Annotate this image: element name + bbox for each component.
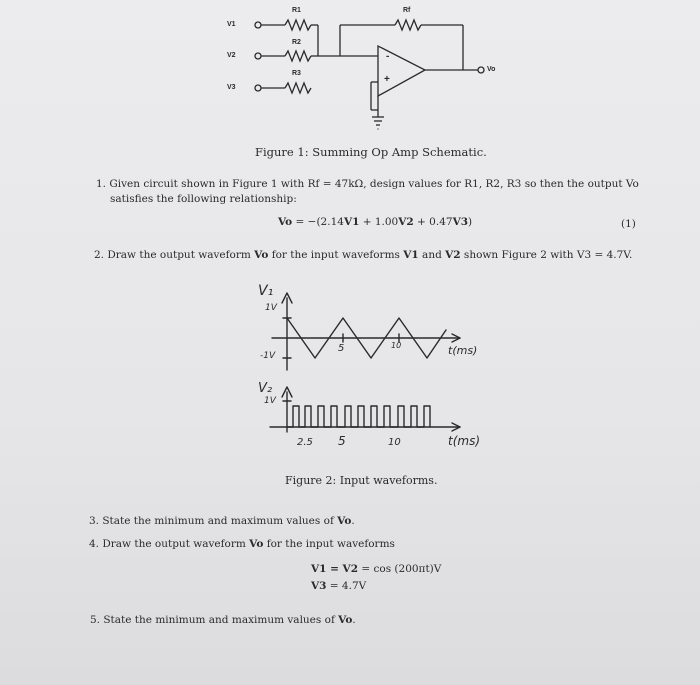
q5-pre: 5. State the minimum and maximum values of xyxy=(90,614,339,626)
vo-label: Vo xyxy=(487,66,496,73)
figure2-caption: Figure 2: Input waveforms. xyxy=(285,474,438,487)
v1-waveform-label: V₁ xyxy=(258,283,274,299)
equation-2-line-1 xyxy=(311,563,441,575)
eq2-v3-value: = 4.7V xyxy=(326,580,367,592)
opamp-plus-label: + xyxy=(384,74,390,85)
eq1-v1: V1 xyxy=(343,216,360,228)
eq1-vo: Vo xyxy=(278,216,293,228)
q2-v2: V2 xyxy=(445,249,461,261)
eq1-part1: = −(2.14 xyxy=(292,216,344,228)
v2-tick-10: 10 xyxy=(388,437,401,448)
v1-tick-5: 5 xyxy=(338,343,345,354)
q2-pre: 2. Draw the output waveform xyxy=(94,249,255,261)
eq1-v2: V2 xyxy=(398,216,414,228)
q4-post: for the input waveforms xyxy=(263,538,395,550)
opamp-minus-label: - xyxy=(386,51,390,62)
v2-waveform-label: V₂ xyxy=(258,381,273,396)
v3-label: V3 xyxy=(227,84,236,91)
r1-label: R1 xyxy=(292,7,301,14)
q3-pre: 3. State the minimum and maximum values of xyxy=(89,515,338,527)
r2-label: R2 xyxy=(292,39,301,46)
v2-tick-5: 5 xyxy=(338,434,346,448)
v1-amplitude-top: 1V xyxy=(265,303,277,313)
v1-tick-10: 10 xyxy=(391,341,402,350)
v1-label: V1 xyxy=(227,21,236,28)
q5-vo: Vo xyxy=(338,614,353,626)
v2-amplitude-top: 1V xyxy=(264,396,276,406)
question-3 xyxy=(89,515,355,527)
eq1-part2: + 1.00 xyxy=(359,216,399,228)
q3-vo: Vo xyxy=(337,515,352,527)
q2-mid: for the input waveforms xyxy=(268,249,404,261)
eq2-v3: V3 xyxy=(311,580,327,592)
v2-tick-2-5: 2.5 xyxy=(297,437,313,448)
rf-label: Rf xyxy=(403,7,411,14)
eq1-part3: + 0.47 xyxy=(413,216,453,228)
eq1-end: ) xyxy=(468,216,473,228)
eq1-v3: V3 xyxy=(452,216,469,228)
v1-amplitude-bottom: -1V xyxy=(260,351,276,361)
equation-1-number: (1) xyxy=(621,218,636,230)
q2-post: shown Figure 2 with V3 = 4.7V. xyxy=(460,249,633,261)
q3-end: . xyxy=(351,515,355,527)
q2-vo: Vo xyxy=(254,249,269,261)
q2-v1: V1 xyxy=(403,249,419,261)
r3-label: R3 xyxy=(292,70,301,77)
q5-end: . xyxy=(352,614,356,626)
q4-vo: Vo xyxy=(249,538,264,550)
v2-square-wave xyxy=(287,406,430,427)
question-4 xyxy=(89,538,395,550)
equation-2-line-2 xyxy=(311,580,366,592)
v2-label: V2 xyxy=(227,52,236,59)
eq2-cos: = cos (200πt)V xyxy=(358,563,442,575)
figure1-caption: Figure 1: Summing Op Amp Schematic. xyxy=(255,145,487,159)
v1-time-label: t(ms) xyxy=(448,344,478,357)
eq2-v1-v2: V1 = V2 xyxy=(311,563,359,575)
question-1-line-1: 1. Given circuit shown in Figure 1 with Rf = 47kΩ, design values for R1, R2, R3 so then the output Vo xyxy=(96,178,639,190)
q2-and: and xyxy=(418,249,446,261)
question-1-line-2: satisfies the following relationship: xyxy=(110,193,297,205)
question-5 xyxy=(90,614,356,626)
v2-time-label: t(ms) xyxy=(448,434,481,448)
q4-pre: 4. Draw the output waveform xyxy=(89,538,250,550)
